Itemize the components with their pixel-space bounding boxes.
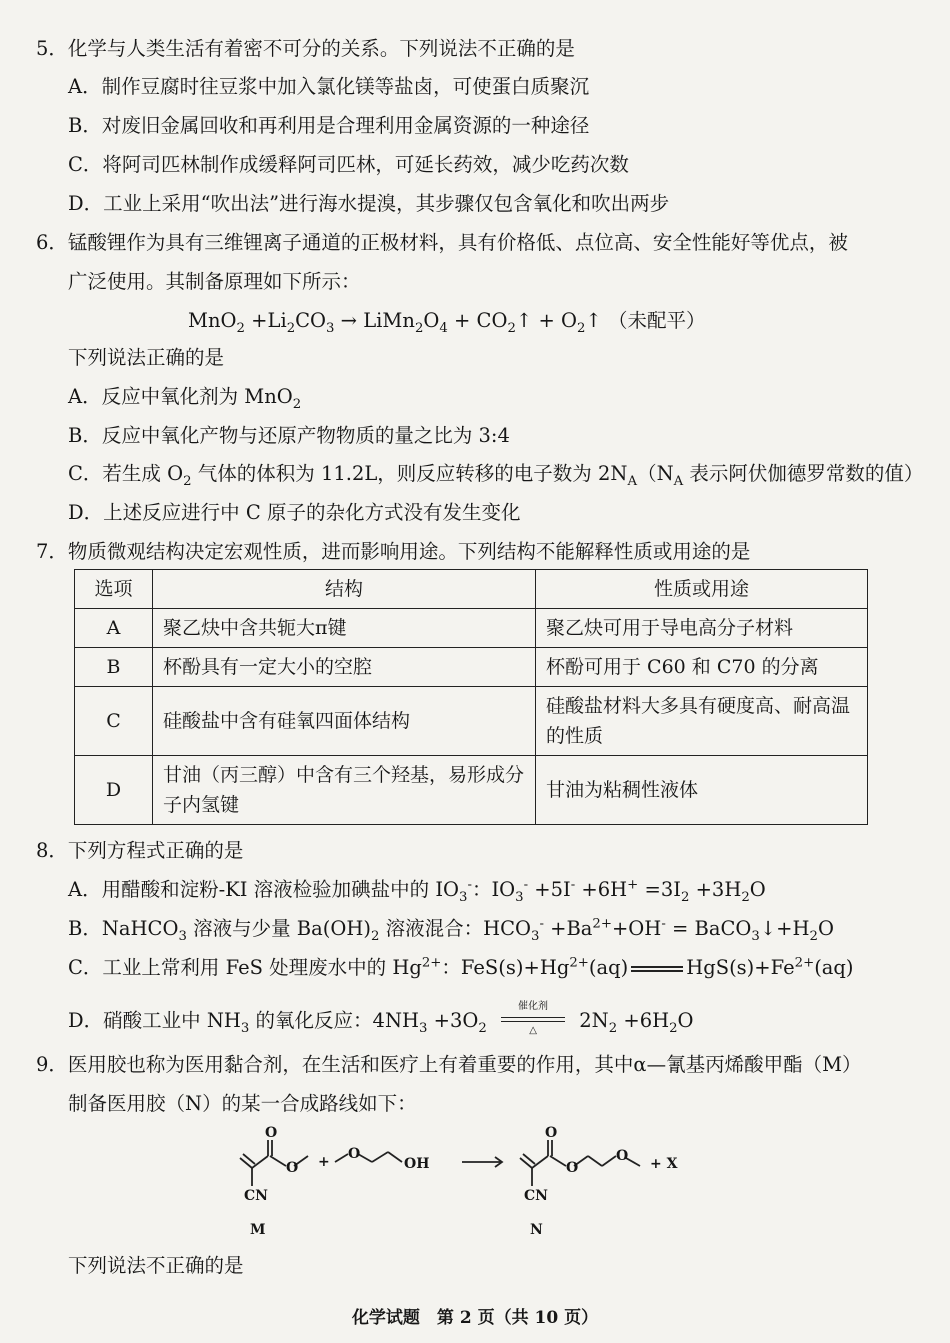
q8-option-d: D．硝酸工业中 $NH_3$ 的氧化反应：$4NH_3 +3O_2$ 催化剂 △ $2N_2 +6H_2O$: [68, 1000, 694, 1036]
q6-option-c: C．若生成 $O_2$ 气体的体积为 11.2L，则反应转移的电子数为 $2N_A(N_A$ 表示阿伏伽德罗常数的值）: [68, 462, 924, 489]
q9-prompt: 下列说法不正确的是: [68, 1254, 244, 1277]
label-m: M: [250, 1222, 266, 1238]
table-header: 结构: [153, 570, 536, 609]
row-option: A: [75, 609, 153, 648]
page-footer: 化学试题 第 2 页（共 10 页）: [351, 1308, 599, 1328]
table-row: [75, 648, 868, 687]
q5-stem: 5．化学与人类生活有着密不可分的关系。下列说法不正确的是: [36, 37, 575, 60]
label-n: N: [530, 1222, 543, 1238]
row-property: 杯酚可用于 C60 和 C70 的分离: [536, 648, 868, 687]
atom-o: O: [566, 1160, 579, 1176]
catalyst-label: 催化剂: [518, 1000, 549, 1012]
q6-option-b: B．反应中氧化产物与还原产物物质的量之比为 3:4: [68, 424, 510, 447]
q9-stem-line1: 9．医用胶也称为医用黏合剂，在生活和医疗上有着重要的作用，其中α—氰基丙烯酸甲酯（M）: [36, 1053, 862, 1076]
row-structure: 硅酸盐中含有硅氧四面体结构: [153, 687, 536, 756]
table-header: 性质或用途: [536, 570, 868, 609]
row-option: B: [75, 648, 153, 687]
q5-option-d: D．工业上采用“吹出法”进行海水提溴，其步骤仅包含氧化和吹出两步: [68, 192, 670, 215]
atom-o: O: [286, 1160, 299, 1176]
row-option: C: [75, 687, 153, 756]
row-option: D: [75, 756, 153, 825]
row-structure: 杯酚具有一定大小的空腔: [153, 648, 536, 687]
q8-option-c: C．工业上常利用 FeS 处理废水中的 $Hg^{2+}$：$FeS(s)+Hg^{2+}(aq)$ $HgS(s)+Fe^{2+}(aq)$: [68, 955, 854, 979]
atom-o: O: [348, 1146, 361, 1162]
row-property: 硅酸盐材料大多具有硬度高、耐高温的性质: [536, 687, 868, 756]
q9-stem-line2: 制备医用胶（N）的某一合成路线如下：: [68, 1092, 417, 1115]
table-header: 选项: [75, 570, 153, 609]
q6-option-a: A．反应中氧化剂为 MnO$_2$: [68, 385, 302, 412]
q7-table: [74, 569, 868, 825]
atom-cn: CN: [524, 1188, 548, 1204]
atom-oh: OH: [404, 1156, 430, 1172]
table-row: [75, 609, 868, 648]
q8-stem: 8．下列方程式正确的是: [36, 839, 244, 862]
row-property: 甘油为粘稠性液体: [536, 756, 868, 825]
atom-o: O: [265, 1125, 278, 1141]
row-property: 聚乙炔可用于导电高分子材料: [536, 609, 868, 648]
q5-option-b: B．对废旧金属回收和再利用是合理利用金属资源的一种途径: [68, 114, 590, 137]
table-row: [75, 756, 868, 825]
heat-label: △: [529, 1024, 537, 1036]
table-header-row: [75, 570, 868, 609]
q9-reaction-scheme: [230, 1120, 730, 1240]
q8-option-b: B．NaHCO$_3$ 溶液与少量 $Ba(OH)_2$ 溶液混合：$HCO_3^- +Ba^{2+}+OH^-$ = $BaCO_3↓+H_2O$: [68, 916, 834, 944]
q5-option-a: A．制作豆腐时往豆浆中加入氯化镁等盐卤，可使蛋白质聚沉: [68, 75, 590, 98]
product-x: + X: [650, 1156, 678, 1172]
table-row: [75, 687, 868, 756]
row-structure: 甘油（丙三醇）中含有三个羟基，易形成分子内氢键: [153, 756, 536, 825]
atom-o: O: [545, 1125, 558, 1141]
row-structure: 聚乙炔中含共轭大π键: [153, 609, 536, 648]
q5-option-c: C．将阿司匹林制作成缓释阿司匹林，可延长药效，减少吃药次数: [68, 153, 629, 176]
q6-equation: $MnO_2 +Li_2CO_3$ → $LiMn_2O_4$ + $CO_2↑$ + $O_2↑$ （未配平）: [188, 309, 706, 336]
q6-stem-line2: 广泛使用。其制备原理如下所示：: [68, 270, 361, 293]
equilibrium-arrow-icon: [631, 966, 683, 972]
q6-stem-line1: 6．锰酸锂作为具有三维锂离子通道的正极材料，具有价格低、点位高、安全性能好等优点，被: [36, 231, 848, 254]
catalyst-arrow-icon: [497, 1000, 569, 1036]
q6-option-d: D．上述反应进行中 C 原子的杂化方式没有发生变化: [68, 501, 521, 524]
atom-o: O: [616, 1148, 629, 1164]
q6-equation-note: （未配平）: [607, 309, 706, 332]
q6-prompt: 下列说法正确的是: [68, 346, 225, 369]
q8-option-a: A．用醋酸和淀粉-KI 溶液检验加碘盐中的 $IO_3^-$：$IO_3^- +5I^- +6H^+ =3I_2 +3H_2O$: [68, 877, 766, 905]
q7-stem: 7．物质微观结构决定宏观性质，进而影响用途。下列结构不能解释性质或用途的是: [36, 540, 751, 563]
plus-sign: +: [318, 1154, 330, 1170]
atom-cn: CN: [244, 1188, 268, 1204]
